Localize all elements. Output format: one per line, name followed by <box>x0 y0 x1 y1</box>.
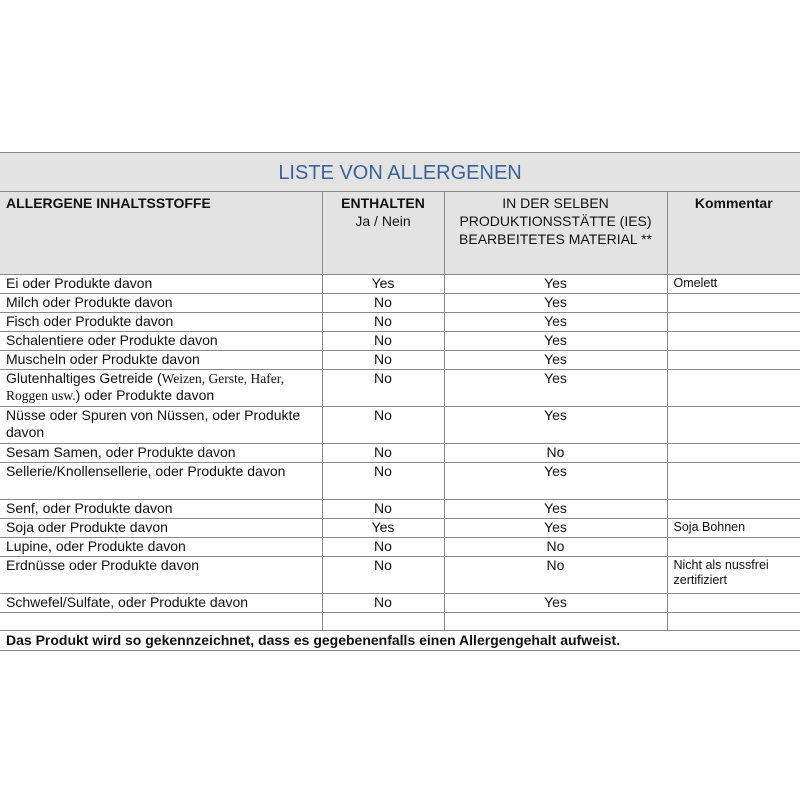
facility-cell: Yes <box>444 275 667 294</box>
comment-cell: Omelett <box>667 275 800 294</box>
comment-cell <box>667 370 800 407</box>
comment-cell <box>667 294 800 313</box>
ingredient-name: Sellerie/Knollensellerie, oder Produkte davon <box>6 463 286 479</box>
ingredient-cell <box>0 594 322 613</box>
header-comment: Kommentar <box>667 192 800 275</box>
ingredient-cell <box>0 351 322 370</box>
facility-cell: Yes <box>444 313 667 332</box>
contains-cell: No <box>322 332 444 351</box>
facility-cell: Yes <box>444 594 667 613</box>
ingredient-cell <box>0 370 322 407</box>
contains-cell: No <box>322 444 444 463</box>
contains-cell: No <box>322 351 444 370</box>
ingredient-name: Lupine, oder Produkte davon <box>6 538 186 554</box>
facility-cell: Yes <box>444 463 667 500</box>
header-row <box>0 192 800 275</box>
contains-cell: No <box>322 538 444 557</box>
ingredient-name: Nüsse oder Spuren von Nüssen, oder Produkte davon <box>6 407 301 440</box>
comment-cell <box>667 463 800 500</box>
comment-cell <box>667 313 800 332</box>
comment-cell <box>667 407 800 444</box>
facility-cell: No <box>444 538 667 557</box>
contains-cell: No <box>322 313 444 332</box>
ingredient-name: Muscheln oder Produkte davon <box>6 351 200 367</box>
comment-cell <box>667 538 800 557</box>
ingredient-cell <box>0 275 322 294</box>
ingredient-name: Senf, oder Produkte davon <box>6 500 173 516</box>
ingredient-grains: Weizen, Gerste, Hafer, Roggen usw. <box>6 371 285 403</box>
ingredient-name: Schwefel/Sulfate, oder Produkte davon <box>6 594 249 610</box>
table-row <box>0 500 800 519</box>
empty-cell <box>444 613 667 631</box>
header-ingredient: ALLERGENE INHALTSSTOFFE <box>0 192 322 275</box>
table-row <box>0 594 800 613</box>
comment-cell: Nicht als nussfrei zertifiziert <box>667 557 800 594</box>
facility-cell: No <box>444 557 667 594</box>
table-row <box>0 351 800 370</box>
header-contains-sub: Ja / Nein <box>355 213 411 229</box>
title-row <box>0 153 800 192</box>
contains-cell: No <box>322 407 444 444</box>
ingredient-cell <box>0 538 322 557</box>
comment-cell: Soja Bohnen <box>667 519 800 538</box>
table-row <box>0 444 800 463</box>
contains-cell: No <box>322 463 444 500</box>
empty-cell <box>322 613 444 631</box>
table-row <box>0 519 800 538</box>
ingredient-name: Erdnüsse oder Produkte davon <box>6 557 200 573</box>
contains-cell: No <box>322 294 444 313</box>
facility-cell: Yes <box>444 332 667 351</box>
contains-cell: No <box>322 500 444 519</box>
contains-cell: No <box>322 557 444 594</box>
facility-cell: Yes <box>444 407 667 444</box>
table-title: LISTE VON ALLERGENEN <box>0 153 800 192</box>
ingredient-name: Milch oder Produkte davon <box>6 294 173 310</box>
facility-cell: Yes <box>444 519 667 538</box>
table-row <box>0 332 800 351</box>
facility-cell: No <box>444 444 667 463</box>
ingredient-part: ) oder Produkte davon <box>75 387 215 403</box>
facility-cell: Yes <box>444 351 667 370</box>
ingredient-cell <box>0 313 322 332</box>
ingredient-cell <box>0 519 322 538</box>
table-row <box>0 294 800 313</box>
ingredient-name: Sesam Samen, oder Produkte davon <box>6 444 236 460</box>
facility-cell: Yes <box>444 370 667 407</box>
facility-cell: Yes <box>444 294 667 313</box>
table-row <box>0 313 800 332</box>
comment-cell <box>667 332 800 351</box>
empty-cell <box>667 613 800 631</box>
contains-cell: No <box>322 594 444 613</box>
table-row <box>0 557 800 594</box>
ingredient-cell <box>0 463 322 500</box>
ingredient-name: Soja oder Produkte davon <box>6 519 168 535</box>
ingredient-cell <box>0 294 322 313</box>
allergen-document <box>0 152 800 651</box>
ingredient-name: Schalentiere oder Produkte davon <box>6 332 218 348</box>
empty-cell <box>0 613 322 631</box>
ingredient-cell <box>0 332 322 351</box>
ingredient-cell <box>0 407 322 444</box>
empty-row <box>0 613 800 631</box>
allergen-table <box>0 152 800 651</box>
footer-note: Das Produkt wird so gekennzeichnet, dass es gegebenenfalls einen Allergengehalt aufweist. <box>0 631 800 651</box>
table-row <box>0 275 800 294</box>
contains-cell: Yes <box>322 275 444 294</box>
footer-row <box>0 631 800 651</box>
ingredient-part: Glutenhaltiges Getreide ( <box>6 370 162 386</box>
comment-cell <box>667 594 800 613</box>
comment-cell <box>667 351 800 370</box>
ingredient-name: Ei oder Produkte davon <box>6 275 153 291</box>
table-row <box>0 463 800 500</box>
header-same-facility: IN DER SELBEN PRODUKTIONSSTÄTTE (IES) BEARBEITETES MATERIAL ** <box>444 192 667 275</box>
ingredient-cell <box>0 444 322 463</box>
contains-cell: Yes <box>322 519 444 538</box>
ingredient-name: Fisch oder Produkte davon <box>6 313 174 329</box>
facility-cell: Yes <box>444 500 667 519</box>
ingredient-cell <box>0 557 322 594</box>
table-row <box>0 538 800 557</box>
ingredient-cell <box>0 500 322 519</box>
header-contains <box>322 192 444 275</box>
header-contains-title: ENTHALTEN <box>341 195 425 211</box>
comment-cell <box>667 444 800 463</box>
table-row <box>0 370 800 407</box>
comment-cell <box>667 500 800 519</box>
table-row <box>0 407 800 444</box>
contains-cell: No <box>322 370 444 407</box>
